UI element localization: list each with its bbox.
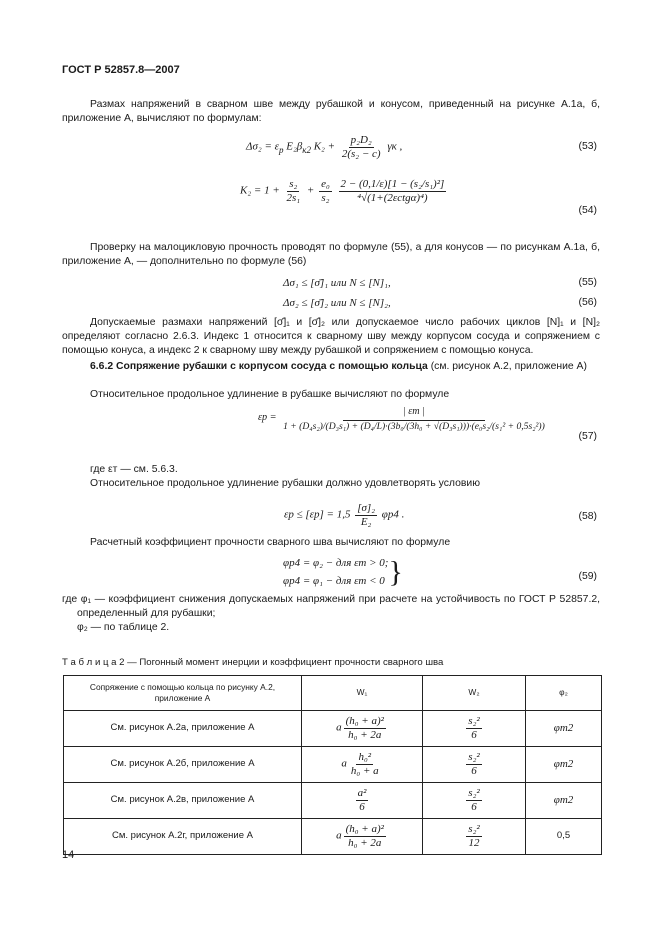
table-header-w1: W₁: [302, 676, 423, 711]
table-row: [64, 711, 602, 747]
paragraph-where-phi1: [62, 593, 600, 635]
table-row: [64, 783, 602, 819]
formula-59: [283, 556, 403, 589]
page-number: 14: [62, 849, 75, 861]
section-number: 6.6.2: [90, 361, 114, 372]
table-header-w2: W₂: [423, 676, 526, 711]
phi1-definition: где φ₁ — коэффициент снижения допускаемых напряжений при расчете на устойчивость по ГОСТ Р 52857.2, определенный для рубашки;: [62, 594, 600, 620]
w1-fraction: [344, 823, 386, 849]
formula-59-brace: }: [388, 555, 403, 589]
paragraph-elongation-intro: Относительное продольное удлинение в рубашке вычисляют по формуле: [90, 389, 450, 400]
table-cell-joint: См. рисунок А.2б, приложение А: [64, 747, 302, 783]
paragraph-elongation-condition: Относительное продольное удлинение рубашки должно удовлетворять условию: [90, 478, 481, 489]
table-cell-w1: [302, 819, 423, 855]
section-6-6-2: [62, 360, 600, 374]
table-cell-joint: См. рисунок А.2а, приложение А: [64, 711, 302, 747]
table-cell-w2: [423, 783, 526, 819]
table-cell-joint: См. рисунок А.2г, приложение А: [64, 819, 302, 855]
w2-num: s₂²: [468, 787, 480, 800]
w1-num: h₀²: [358, 751, 372, 764]
section-title: Сопряжение рубашки с корпусом сосуда с помощью кольца: [116, 361, 428, 372]
formula-57-lhs: εp =: [258, 412, 277, 424]
equation-number-57: (57): [578, 431, 597, 442]
formula-54-big-fraction: [339, 178, 447, 204]
w1-den: h₀ + a: [350, 765, 379, 777]
table-row: [64, 747, 602, 783]
formula-53-tail: γк ,: [387, 140, 403, 153]
equation-number-53: (53): [578, 141, 597, 152]
document-header: ГОСТ Р 52857.8—2007: [62, 64, 180, 76]
table-cell-w1: [302, 783, 423, 819]
formula-53-mid: E₂β: [286, 140, 303, 153]
paragraph-range-intro: Размах напряжений в сварном шве между рубашкой и конусом, приведенный на рисунке А.1а, б, приложение А, вычисляют по формулам:: [62, 99, 600, 125]
formula-57-fraction: [281, 404, 547, 432]
table-cell-phi2: φт2: [526, 747, 602, 783]
formula-55: Δσ₁ ≤ [σ̄]₁ или N ≤ [N]₁,: [283, 277, 391, 289]
formula-54: [240, 178, 448, 204]
formula-54-big-den: ⁴√(1+(2εctgα)⁴): [357, 191, 428, 204]
table-header-row: [64, 676, 602, 711]
table-cell-w1: [302, 747, 423, 783]
table-row: [64, 819, 602, 855]
paragraph-where-et: где εт — см. 5.6.3.: [90, 464, 178, 475]
equation-number-59: (59): [578, 571, 597, 582]
formula-56: Δσ₂ ≤ [σ̄]₂ или N ≤ [N]₂,: [283, 297, 391, 309]
formula-53-numerator: p₂D₂: [350, 134, 372, 146]
w2-fraction: [466, 823, 481, 849]
w1-den: h₀ + 2a: [348, 729, 382, 741]
formula-54-f1-num: s₂: [289, 178, 298, 190]
w1-den: 6: [359, 801, 365, 813]
formula-53-k2: K₂ +: [313, 140, 336, 153]
equation-number-54: (54): [578, 205, 597, 216]
formula-54-f1-den: 2s₁: [286, 191, 301, 204]
paragraph-lowcycle-check: Проверку на малоцикловую прочность проводят по формуле (55), а для конусов — по рисункам А.1а, б, приложение А, — дополнительно по формуле (56): [62, 242, 600, 268]
table-header-joint: Сопряжение с помощью кольца по рисунку А.2, приложение А: [64, 676, 302, 711]
formula-57: [258, 404, 549, 432]
w2-num: s₂²: [468, 751, 480, 764]
formula-54-frac-e0-s2: [319, 178, 332, 204]
table-cell-w2: [423, 819, 526, 855]
w1-den: h₀ + 2a: [348, 837, 382, 849]
w2-fraction: [466, 715, 481, 741]
w1-prefix: a: [336, 830, 342, 843]
formula-57-num: | εт |: [343, 404, 485, 421]
paragraph-allowable-ranges: Допускаемые размахи напряжений [σ̄]₁ и [σ̄]₂ или допускаемое число рабочих циклов [N]₁ и [N]₂ определяют согласно 2.6.3. Индекс 1 относится к сварному шву между корпусом сосуда и сопряжением с помощью конуса, а индекс 2 к сварному шву между рубашкой и сопряжением с помощью конуса.: [62, 317, 600, 357]
w1-num: (h₀ + a)²: [345, 715, 384, 728]
table-cell-w1: [302, 711, 423, 747]
w2-den: 6: [471, 729, 477, 741]
table-header-phi2: φ₂: [526, 676, 602, 711]
formula-54-f2-den: s₂: [321, 191, 330, 204]
table-cell-phi2: φт2: [526, 783, 602, 819]
formula-54-f2-num: e₀: [321, 178, 330, 190]
formula-53-lhs: Δσ₂ = ε: [246, 140, 279, 153]
formula-58-num: [σ]₂: [357, 502, 376, 514]
w1-num: a²: [357, 787, 367, 800]
formula-53: $\Delta\sigma_2 = \varepsilon_p$ $E_2\beta_{к2}$ K₂ + $\frac{\text{p₂D₂}}{\text{2(s₂ − c)}}$ γк ,: [246, 134, 403, 160]
formula-53-fraction: [340, 134, 383, 160]
w2-den: 6: [471, 801, 477, 813]
table-cell-joint: См. рисунок А.2в, приложение А: [64, 783, 302, 819]
w2-num: s₂²: [468, 823, 480, 836]
formula-54-plus: +: [306, 184, 315, 197]
equation-number-58: (58): [578, 511, 597, 522]
formula-58-tail: φp4 .: [381, 508, 405, 521]
formula-54-frac-s2-2s1: [285, 178, 303, 204]
section-reference: (см. рисунок А.2, приложение А): [430, 361, 587, 372]
table-2: [63, 675, 602, 855]
w1-fraction: [356, 787, 369, 813]
phi2-definition: φ₂ — по таблице 2.: [77, 622, 170, 634]
table-cell-w2: [423, 747, 526, 783]
formula-53-denominator: 2(s₂ − c): [341, 147, 381, 160]
w2-fraction: [466, 787, 481, 813]
w2-fraction: [466, 751, 481, 777]
w1-fraction: [349, 751, 381, 777]
formula-54-lhs: K₂ = 1 +: [240, 184, 280, 197]
table-cell-phi2: φт2: [526, 711, 602, 747]
formula-59-line1: φp4 = φ₂ − для εт > 0;: [283, 557, 389, 569]
formula-59-line2: φp4 = φ₁ − для εт < 0: [283, 574, 385, 587]
table-cell-phi2: 0,5: [526, 819, 602, 855]
w1-prefix: a: [341, 758, 347, 771]
formula-58-lhs: εp ≤ [εp] = 1,5: [284, 508, 351, 521]
w2-den: 12: [468, 837, 480, 849]
equation-number-55: (55): [578, 277, 597, 288]
paragraph-weld-strength: Расчетный коэффициент прочности сварного шва вычисляют по формуле: [90, 537, 451, 548]
equation-number-56: (56): [578, 297, 597, 308]
table-cell-w2: [423, 711, 526, 747]
formula-57-den: 1 + (D₄s₂)/(D₃s₁) + (D₄/L)·(3b₀/(3h₀ + √(D₃s₁)))·(e₀s₂/(s₁² + 0,5s₂²)): [283, 420, 545, 432]
w1-prefix: a: [336, 722, 342, 735]
table-caption: Т а б л и ц а 2 — Погонный момент инерции и коэффициент прочности сварного шва: [62, 657, 444, 668]
formula-58: [284, 502, 404, 528]
w2-den: 6: [471, 765, 477, 777]
w1-fraction: [344, 715, 386, 741]
w1-num: (h₀ + a)²: [345, 823, 384, 836]
formula-54-big-num: 2 − (0,1/ε)[1 − (s₂/s₁)²]: [340, 178, 445, 190]
formula-58-den: E₂: [360, 515, 372, 528]
formula-58-fraction: [355, 502, 377, 528]
w2-num: s₂²: [468, 715, 480, 728]
